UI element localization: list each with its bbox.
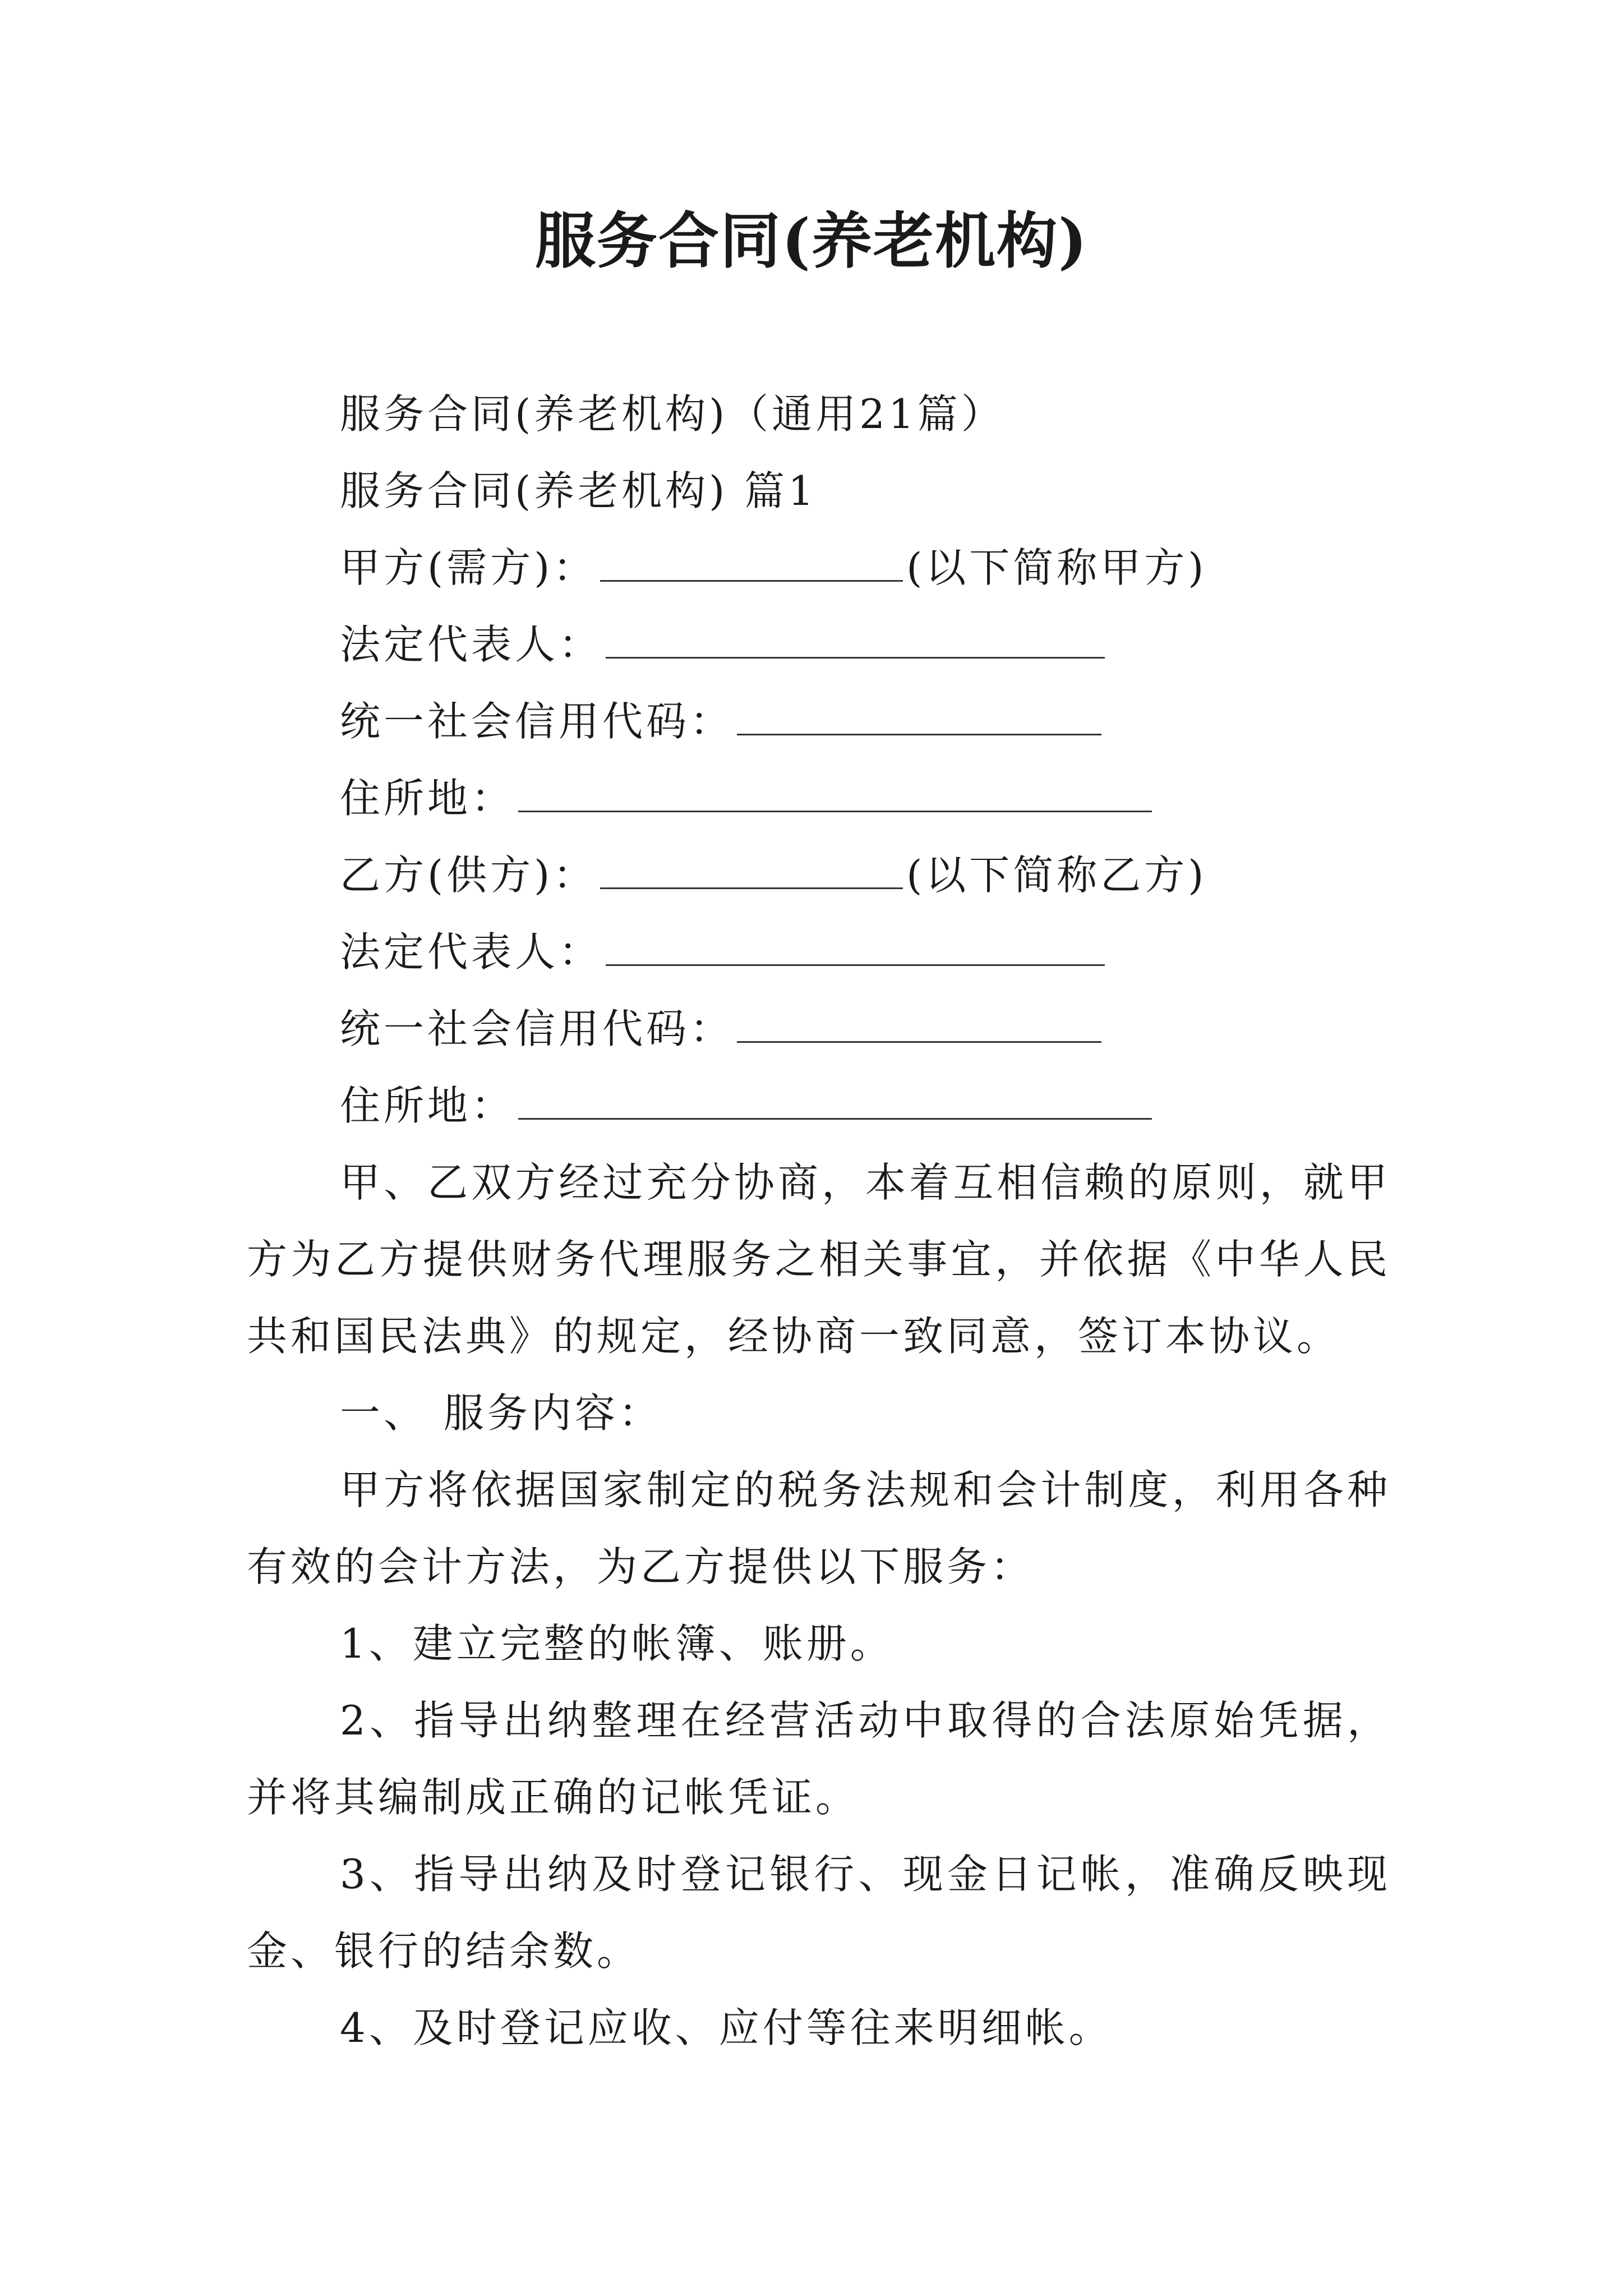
document-body bbox=[247, 376, 1391, 2067]
party-b-rep-line bbox=[247, 914, 1391, 991]
party-a-rep-line bbox=[247, 606, 1391, 683]
party-a-address-blank[interactable] bbox=[518, 771, 1152, 812]
subtitle-general: 服务合同(养老机构)（通用21篇） bbox=[340, 390, 1005, 438]
party-b-credit-blank[interactable] bbox=[737, 1002, 1101, 1043]
party-b-address-blank[interactable] bbox=[518, 1079, 1152, 1120]
party-a-credit-line bbox=[247, 683, 1391, 760]
party-a-credit-label: 统一社会信用代码： bbox=[340, 698, 734, 745]
party-a-address-label: 住所地： bbox=[340, 775, 515, 822]
party-a-address-line bbox=[247, 760, 1391, 837]
party-b-rep-label: 法定代表人： bbox=[340, 928, 603, 976]
party-b-address-label: 住所地： bbox=[340, 1082, 515, 1129]
party-b-address-line bbox=[247, 1068, 1391, 1144]
party-b-name-blank[interactable] bbox=[600, 848, 903, 889]
party-b-credit-label: 统一社会信用代码： bbox=[340, 1005, 734, 1052]
list-item: 3、指导出纳及时登记银行、现金日记帐，准确反映现金、银行的结余数。 bbox=[247, 1851, 1391, 1975]
party-b-name-suffix: (以下简称乙方) bbox=[906, 852, 1207, 899]
party-a-rep-label: 法定代表人： bbox=[340, 621, 603, 668]
party-a-name-blank[interactable] bbox=[600, 541, 903, 582]
party-a-rep-blank[interactable] bbox=[606, 618, 1105, 659]
list-item: 4、及时登记应收、应付等往来明细帐。 bbox=[340, 2004, 1113, 2051]
party-b-name-label: 乙方(供方)： bbox=[340, 852, 597, 899]
section-1-intro: 甲方将依据国家制定的税务法规和会计制度，利用各种有效的会计方法，为乙方提供以下服务： bbox=[247, 1466, 1391, 1590]
party-b-credit-line bbox=[247, 991, 1391, 1068]
document-title: 服务合同(养老机构) bbox=[534, 206, 1089, 277]
party-b-rep-blank[interactable] bbox=[606, 925, 1105, 966]
party-a-name-suffix: (以下简称甲方) bbox=[906, 544, 1207, 591]
party-b-name-line bbox=[247, 837, 1391, 914]
section-1-heading: 一、 服务内容： bbox=[340, 1389, 662, 1437]
party-a-credit-blank[interactable] bbox=[737, 694, 1101, 735]
subtitle-part: 服务合同(养老机构) 篇1 bbox=[340, 467, 817, 514]
list-item: 1、建立完整的帐簿、账册。 bbox=[340, 1620, 894, 1667]
intro-paragraph: 甲、乙双方经过充分协商，本着互相信赖的原则，就甲方为乙方提供财务代理服务之相关事宜，并依据《中华人民共和国民法典》的规定，经协商一致同意，签订本协议。 bbox=[247, 1159, 1391, 1360]
list-item: 2、指导出纳整理在经营活动中取得的合法原始凭据，并将其编制成正确的记帐凭证。 bbox=[247, 1697, 1391, 1821]
party-a-name-line bbox=[247, 530, 1391, 606]
party-a-name-label: 甲方(需方)： bbox=[340, 544, 597, 591]
